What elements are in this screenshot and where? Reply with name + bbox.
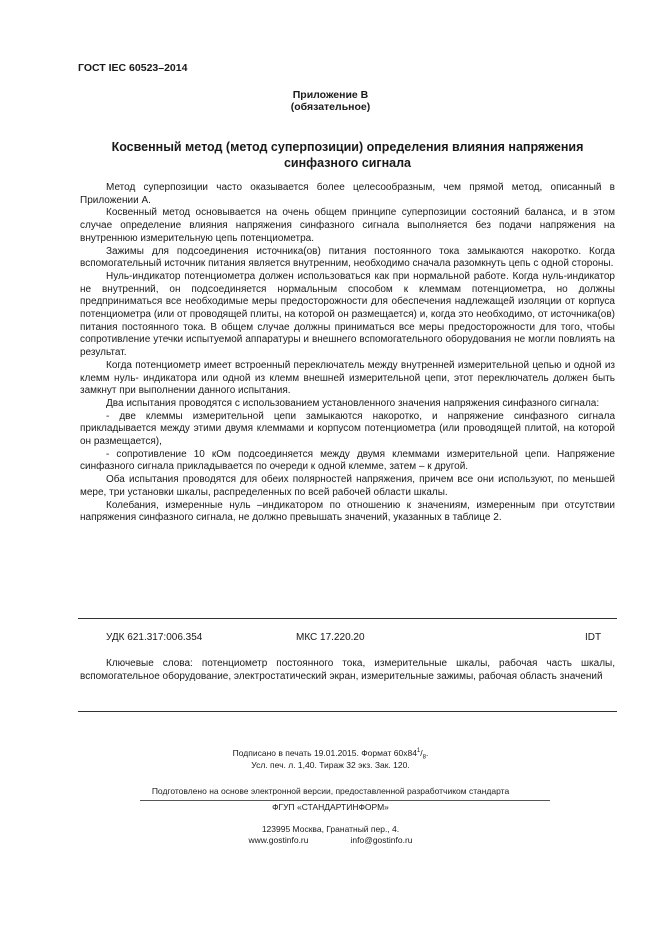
standard-number: ГОСТ IEC 60523–2014 <box>78 62 188 74</box>
imprint-signed: Подписано в печать 19.01.2015. Формат $60х84^1/_8$. <box>232 748 429 761</box>
section-heading <box>70 139 625 171</box>
heading-line-2: синфазного сигнала <box>283 156 411 170</box>
divider-bottom <box>78 711 617 712</box>
imprint-sheets: Усл. печ. л. 1,40. Тираж 32 экз. Зак. 120. <box>251 760 410 770</box>
udc-code: УДК 621.317:006.354 <box>106 632 203 643</box>
paragraph: - сопротивление 10 кОм подсоединяется между двумя клеммами измерительной цепи. Напряжение синфазного сигнала прикладывается по очереди к одной клемме, затем – к другой. <box>80 448 615 473</box>
publisher-contacts <box>0 835 661 845</box>
paragraph: Два испытания проводятся с использованием установленного значения напряжения синфазного сигнала: <box>106 397 600 409</box>
annex-status: (обязательное) <box>290 101 371 113</box>
paragraph: Косвенный метод основывается на очень общем принципе суперпозиции состояний баланса, и в этом случае определение влияния напряжения синфазного сигнала выполняется без подачи напряжения на внутреннюю измерительную цепь потенциометра. <box>80 207 615 244</box>
publisher-divider <box>140 800 550 801</box>
imprint-prepared: Подготовлено на основе электронной версии, предоставленной разработчиком стандарта <box>151 786 510 796</box>
publisher-address: 123995 Москва, Гранатный пер., 4. <box>261 824 400 834</box>
divider-top <box>78 618 617 619</box>
format-fraction-slash: / <box>420 748 423 758</box>
paragraph: Колебания, измеренные нуль –индикатором по отношению к значениям, измеренным при отсутствии напряжения синфазного сигнала, не должно превышать значений, указанных в таблице 2. <box>80 499 615 524</box>
heading-line-1: Косвенный метод (метод суперпозиции) определения влияния напряжения <box>111 140 584 154</box>
paragraph: - две клеммы измерительной цепи замыкаются накоротко, и напряжение синфазного сигнала прикладывается между этими двумя клеммами и корпусом потенциометра (или проводящей плитой, на которой он размещается), <box>80 410 615 448</box>
paragraph: Зажимы для подсоединения источника(ов) питания постоянного тока замыкаются накоротко. Когда вспомогательный источник питания является внутренним, необходимо сначала разомкнуть цепь с одной стороны. <box>80 245 615 270</box>
paragraph: Нуль-индикатор потенциометра должен использоваться как при нормальной работе. Когда нуль-индикатор не внутренний, он подсоединяется нормальным способом к клеммам потенциометра, но должны предприниматься все необходимые меры предосторожности для обеспечения надлежащей изоляции от корпуса потенциометра (или от проводящей плиты, на которой он размещается) и, когда это необходимо, от источника(ов) питания постоянного тока. В общем случае должны приниматься все меры предосторожности для того, чтобы сопротивление утечки испытуемой аппаратуры и внешнего вспомогательного оборудования не могли повлиять на результат. <box>80 270 615 359</box>
format-fraction-numerator: 1 <box>416 748 421 755</box>
publisher-name: ФГУП «СТАНДАРТИНФОРМ» <box>272 802 389 812</box>
imprint-signed-text: Подписано в печать 19.01.2015. Формат 60х84 <box>232 748 417 758</box>
website-link[interactable]: www.gostinfo.ru <box>248 835 309 845</box>
annex-title: Приложение В <box>292 89 369 101</box>
paragraph: Оба испытания проводятся для обеих полярностей напряжения, причем все они используют, по меньшей мере, три установки шкалы, распределенных по всей рабочей области шкалы. <box>80 474 615 498</box>
keywords: Ключевые слова: потенциометр постоянного тока, измерительные шкалы, рабочая часть шкалы, вспомогательное оборудование, электростатический экран, измерительные зажимы, рабочая область значений <box>80 658 615 682</box>
mks-code: МКС 17.220.20 <box>296 632 365 643</box>
equivalence-code: IDT <box>585 632 602 643</box>
format-fraction-denominator: 8 <box>422 754 426 761</box>
paragraph: Метод суперпозиции часто оказывается более целесообразным, чем прямой метод, описанный в Приложении А. <box>80 182 615 206</box>
body-text <box>80 182 615 525</box>
email-link[interactable]: info@gostinfo.ru <box>350 835 413 845</box>
paragraph: Когда потенциометр имеет встроенный переключатель между внутренней измерительной цепью и одной из клемм нуль- индикатора или одной из клемм внешней измерительной цепи, этот переключатель должен быть замкнут при выполнении данного испытания. <box>80 359 615 397</box>
